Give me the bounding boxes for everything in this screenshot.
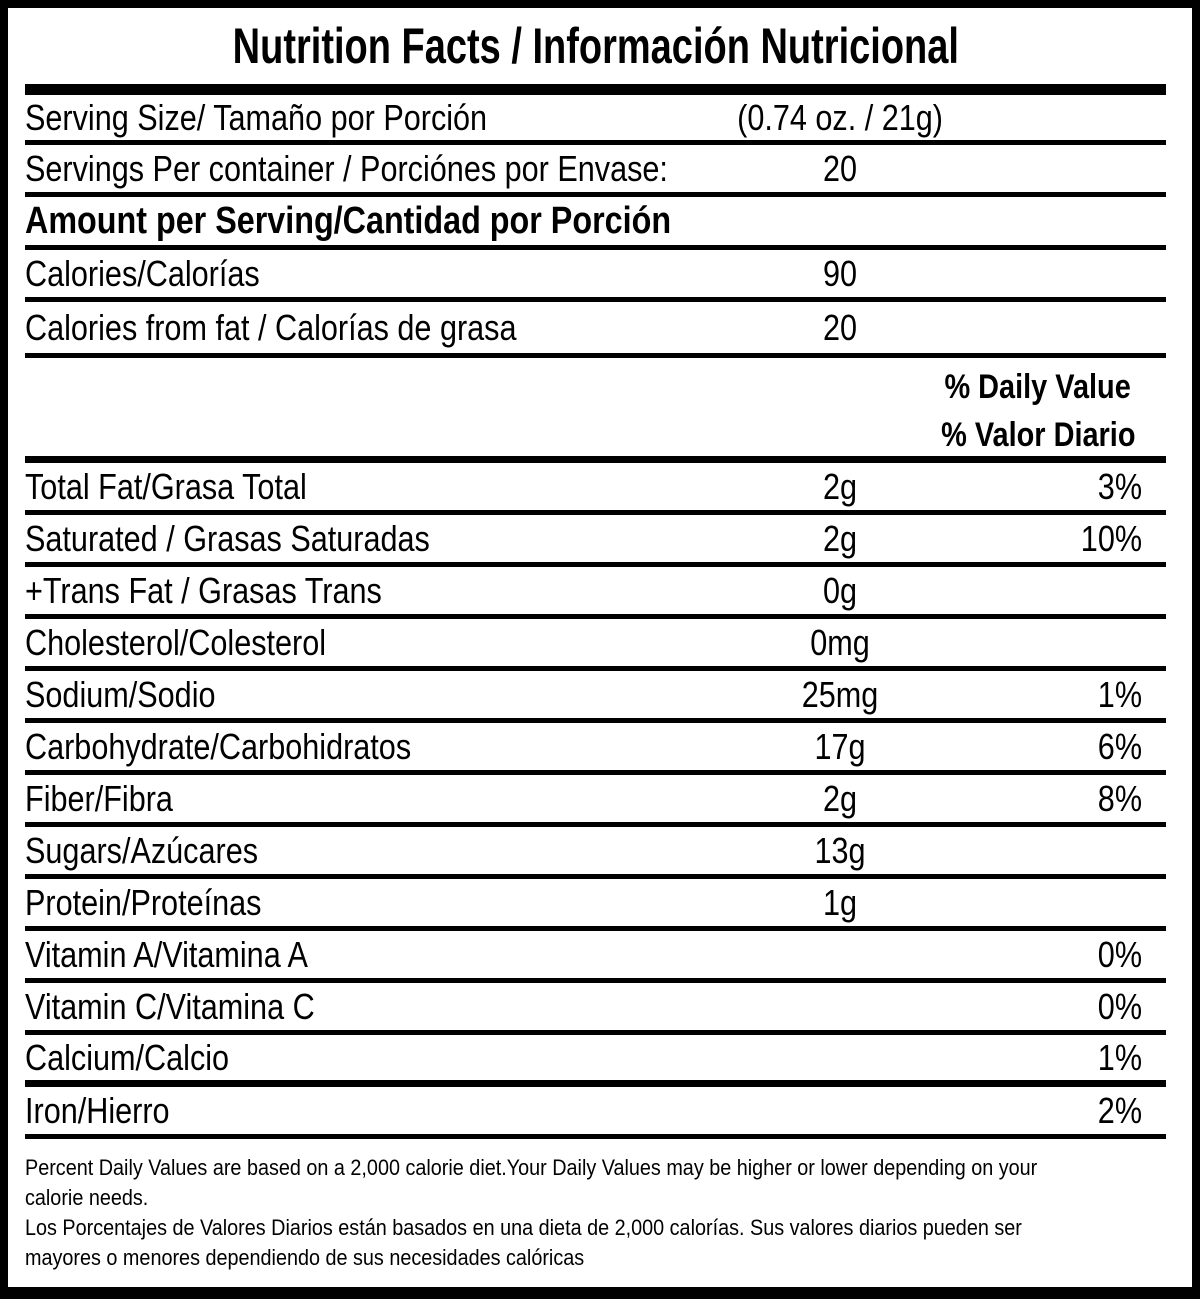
daily-value-header-spanish <box>910 411 1166 459</box>
nutrient-amount <box>715 778 965 820</box>
nutrient-amount <box>715 674 965 716</box>
serving-size-label-text: Serving Size/ Tamaño por Porción <box>25 96 488 138</box>
nutrient-amount <box>715 934 965 976</box>
nutrient-amount-text: 17g <box>814 725 866 767</box>
nutrient-daily-value <box>965 674 1166 716</box>
servings-per-container-row <box>25 145 1166 197</box>
nutrient-daily-value <box>965 622 1166 664</box>
nutrient-amount-text: 0g <box>822 569 858 611</box>
nutrient-label <box>25 934 715 976</box>
nutrient-amount <box>715 570 965 612</box>
calories-value-text: 90 <box>822 252 858 294</box>
serving-size-value <box>715 97 965 139</box>
label-title-row <box>25 8 1166 84</box>
footnote-spanish-line-1-text: Los Porcentajes de Valores Diarios están basados en una dieta de 2,000 calorías. Sus valores diarios pueden ser <box>25 1215 1022 1240</box>
nutrient-row-fiber <box>25 775 1166 827</box>
nutrient-amount <box>715 1090 965 1132</box>
nutrient-amount-text: 2g <box>822 465 858 507</box>
daily-value-header-spanish-text: % Valor Diario <box>940 416 1136 454</box>
nutrient-row-protein <box>25 879 1166 931</box>
nutrient-daily-value-text: 2% <box>1097 1089 1142 1131</box>
nutrient-label <box>25 570 715 612</box>
serving-size-row <box>25 95 1166 145</box>
servings-per-container-label <box>25 148 715 190</box>
nutrient-label <box>25 882 715 924</box>
nutrient-daily-value-text: 0% <box>1097 933 1142 975</box>
nutrient-label <box>25 622 715 664</box>
daily-value-header-english-text: % Daily Value <box>944 368 1132 406</box>
amount-per-serving-heading <box>25 200 1166 243</box>
calories-label <box>25 253 715 295</box>
nutrient-label-text: Protein/Proteínas <box>25 881 262 923</box>
nutrient-label-text: Fiber/Fibra <box>25 777 173 819</box>
nutrient-amount-text: 0mg <box>810 621 870 663</box>
nutrient-label-text: +Trans Fat / Grasas Trans <box>25 569 382 611</box>
nutrient-amount <box>715 1037 965 1079</box>
nutrient-amount <box>715 882 965 924</box>
nutrient-label-text: Calcium/Calcio <box>25 1036 230 1078</box>
nutrient-daily-value-text: 3% <box>1097 465 1142 507</box>
label-title: Nutrition Facts / Información Nutricional <box>232 18 959 74</box>
calories-label-text: Calories/Calorías <box>25 252 260 294</box>
nutrient-amount <box>715 986 965 1028</box>
nutrient-daily-value-text: 1% <box>1097 1036 1142 1078</box>
nutrient-daily-value <box>965 466 1166 508</box>
nutrient-amount <box>715 466 965 508</box>
footnotes <box>25 1139 1166 1273</box>
servings-per-container-label-text: Servings Per container / Porciónes por Envase: <box>25 147 668 189</box>
nutrient-label-text: Sugars/Azúcares <box>25 829 259 871</box>
nutrient-daily-value <box>965 518 1166 560</box>
nutrient-daily-value <box>965 986 1166 1028</box>
nutrient-row-carbohydrate <box>25 723 1166 775</box>
daily-value-header-block <box>25 358 1166 463</box>
nutrient-amount-text: 2g <box>822 777 858 819</box>
nutrient-daily-value-text: 0% <box>1097 985 1142 1027</box>
nutrient-daily-value-text: 6% <box>1097 725 1142 767</box>
nutrient-amount <box>715 830 965 872</box>
calories-from-fat-label-text: Calories from fat / Calorías de grasa <box>25 306 517 348</box>
nutrient-label <box>25 986 715 1028</box>
nutrient-daily-value-text: 8% <box>1097 777 1142 819</box>
nutrient-row-sugars <box>25 827 1166 879</box>
nutrient-amount-text: 25mg <box>801 673 879 715</box>
servings-per-container-value <box>715 148 965 190</box>
footnote-english-line-2-text: calorie needs. <box>25 1185 149 1210</box>
nutrient-label-text: Sodium/Sodio <box>25 673 216 715</box>
nutrient-row-trans-fat <box>25 567 1166 619</box>
nutrient-row-cholesterol <box>25 619 1166 671</box>
nutrient-label <box>25 830 715 872</box>
nutrient-daily-value <box>965 830 1166 872</box>
nutrient-daily-value-text: 1% <box>1097 673 1142 715</box>
nutrient-amount-text: 1g <box>822 881 858 923</box>
nutrient-label-text: Total Fat/Grasa Total <box>25 465 307 507</box>
nutrient-amount <box>715 518 965 560</box>
nutrient-row-total-fat <box>25 463 1166 515</box>
nutrient-row-vitamin-a <box>25 931 1166 983</box>
nutrient-label-text: Saturated / Grasas Saturadas <box>25 517 430 559</box>
nutrient-amount <box>715 726 965 768</box>
calories-from-fat-value-text: 20 <box>822 306 858 348</box>
calories-from-fat-value <box>715 307 965 349</box>
footnote-english-line-1-text: Percent Daily Values are based on a 2,000 calorie diet.Your Daily Values may be higher or lower depending on your <box>25 1155 1038 1180</box>
footnote-spanish-line-2-text: mayores o menores dependiendo de sus necesidades calóricas <box>25 1245 585 1270</box>
nutrient-amount-text: 13g <box>814 829 866 871</box>
footnote-english-line-2 <box>25 1183 1166 1213</box>
nutrient-label-text: Carbohydrate/Carbohidratos <box>25 725 412 767</box>
nutrient-label <box>25 1037 715 1079</box>
nutrient-row-saturated-fat <box>25 515 1166 567</box>
nutrient-daily-value <box>965 882 1166 924</box>
nutrient-label <box>25 674 715 716</box>
nutrient-daily-value <box>965 778 1166 820</box>
nutrient-label <box>25 518 715 560</box>
amount-per-serving-heading-text: Amount per Serving/Cantidad por Porción <box>25 199 672 242</box>
nutrient-daily-value <box>965 1090 1166 1132</box>
nutrient-label-text: Vitamin A/Vitamina A <box>25 933 308 975</box>
nutrient-amount-text: 2g <box>822 517 858 559</box>
nutrient-row-calcium <box>25 1035 1166 1087</box>
nutrient-label <box>25 466 715 508</box>
calories-from-fat-label <box>25 307 715 349</box>
footnote-spanish-line-2 <box>25 1243 1166 1273</box>
nutrient-label-text: Cholesterol/Colesterol <box>25 621 327 663</box>
footnote-english-line-1 <box>25 1153 1166 1183</box>
nutrient-label-text: Iron/Hierro <box>25 1089 170 1131</box>
calories-value <box>715 253 965 295</box>
nutrient-row-sodium <box>25 671 1166 723</box>
nutrient-row-iron <box>25 1087 1166 1139</box>
calories-row <box>25 250 1166 302</box>
serving-size-label <box>25 97 715 139</box>
nutrient-daily-value <box>965 934 1166 976</box>
nutrient-daily-value-text: 10% <box>1080 517 1142 559</box>
title-divider-bar <box>25 84 1166 95</box>
nutrient-label <box>25 778 715 820</box>
nutrient-daily-value <box>965 570 1166 612</box>
footnote-spanish-line-1 <box>25 1213 1166 1243</box>
nutrient-daily-value <box>965 1037 1166 1079</box>
nutrient-label <box>25 726 715 768</box>
servings-per-container-value-text: 20 <box>822 147 858 189</box>
nutrient-amount <box>715 622 965 664</box>
serving-size-value-text: (0.74 oz. / 21g) <box>737 96 943 138</box>
amount-per-serving-row <box>25 197 1166 250</box>
nutrient-label <box>25 1090 715 1132</box>
daily-value-header-english <box>910 363 1166 411</box>
nutrient-daily-value <box>965 726 1166 768</box>
calories-from-fat-row <box>25 302 1166 358</box>
nutrient-label-text: Vitamin C/Vitamina C <box>25 985 315 1027</box>
nutrient-row-vitamin-c <box>25 983 1166 1035</box>
